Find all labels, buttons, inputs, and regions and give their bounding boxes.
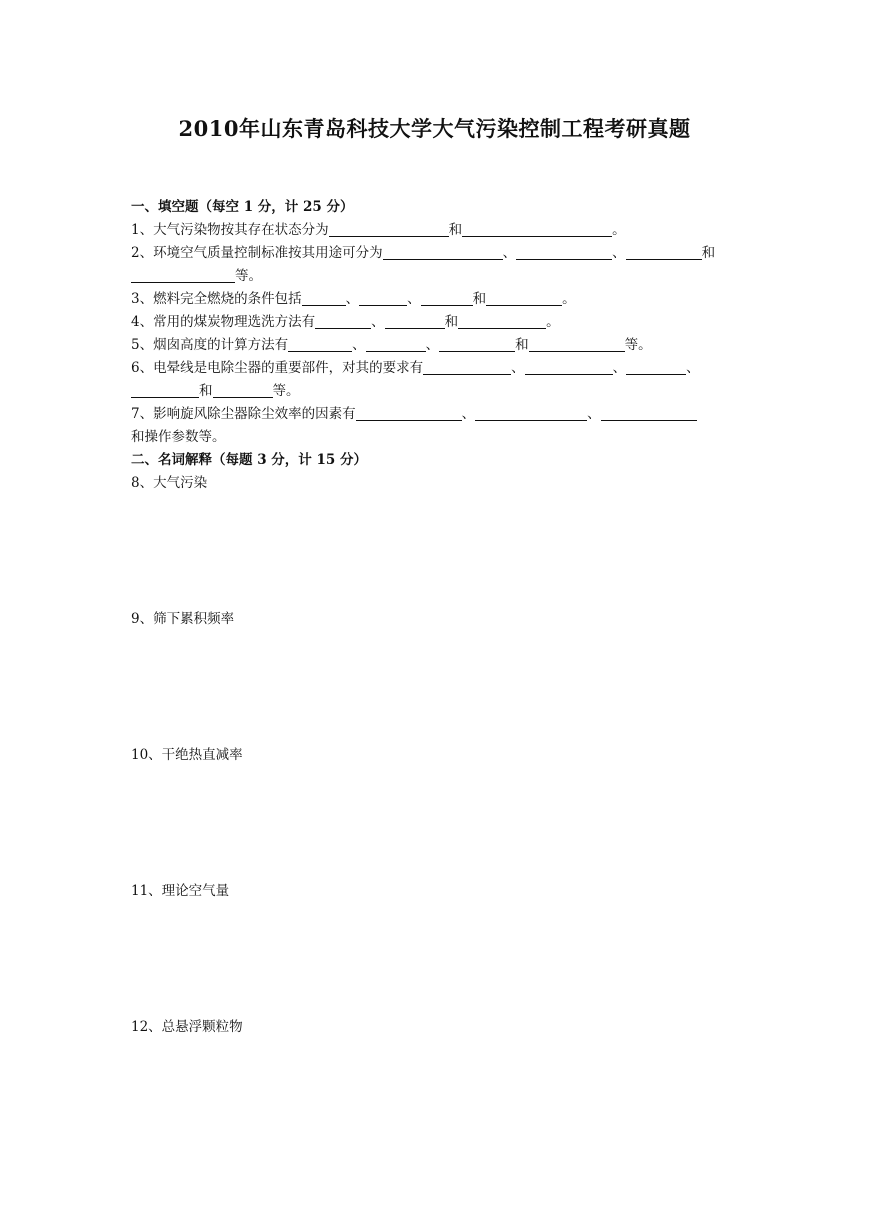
answer-blank[interactable] xyxy=(462,221,612,237)
q5-text-c: 、 xyxy=(425,337,440,353)
q3-text-b: 、 xyxy=(345,291,360,307)
answer-blank[interactable] xyxy=(421,290,473,306)
q3-text-e: 。 xyxy=(562,291,576,307)
q6-text-d: 、 xyxy=(686,360,700,376)
answer-blank[interactable] xyxy=(288,336,352,352)
q6-text-e: 和 xyxy=(199,383,213,399)
answer-blank[interactable] xyxy=(366,336,426,352)
term-item: 11、理论空气量 xyxy=(131,883,230,899)
answer-blank[interactable] xyxy=(626,244,702,260)
answer-blank[interactable] xyxy=(302,290,346,306)
q4-text-b: 、 xyxy=(371,314,385,330)
q4-text-a: 4、常用的煤炭物理选洗方法有 xyxy=(131,314,316,330)
q6-text-b: 、 xyxy=(511,360,525,376)
q1-text-c: 。 xyxy=(612,222,626,238)
answer-blank[interactable] xyxy=(329,221,449,237)
q2-text-a: 2、环境空气质量控制标准按其用途可分为 xyxy=(131,245,383,261)
term-item: 8、大气污染 xyxy=(131,475,208,491)
question-4 xyxy=(131,311,741,334)
q5-text-e: 等。 xyxy=(624,337,652,353)
question-6 xyxy=(131,357,741,403)
answer-blank[interactable] xyxy=(475,405,587,421)
q2-text-e: 等。 xyxy=(235,268,262,284)
fill-in-section xyxy=(131,196,741,495)
answer-blank[interactable] xyxy=(626,359,686,375)
answer-blank[interactable] xyxy=(439,336,515,352)
section-2-heading: 二、名词解释（每题 3 分，计 15 分） xyxy=(131,452,367,468)
q3-text-d: 和 xyxy=(472,291,487,307)
q7-text-d: 和操作参数等。 xyxy=(131,429,226,445)
q5-text-d: 和 xyxy=(515,337,529,353)
q3-text-c: 、 xyxy=(407,291,421,307)
answer-blank[interactable] xyxy=(458,313,546,329)
page-title: 2010年山东青岛科技大学大气污染控制工程考研真题 xyxy=(178,116,691,141)
q6-text-a: 6、电晕线是电除尘器的重要部件，对其的要求有 xyxy=(131,360,424,376)
question-7 xyxy=(131,403,741,449)
q5-text-a: 5、烟囱高度的计算方法有 xyxy=(131,337,289,353)
q2-text-b: 、 xyxy=(502,245,517,261)
q2-text-c: 、 xyxy=(612,245,626,261)
answer-blank[interactable] xyxy=(315,313,371,329)
question-1 xyxy=(131,219,741,242)
q5-text-b: 、 xyxy=(352,337,366,353)
q2-text-d: 和 xyxy=(701,245,716,261)
question-3 xyxy=(131,288,741,311)
answer-blank[interactable] xyxy=(516,244,612,260)
answer-blank[interactable] xyxy=(131,382,199,398)
q6-text-c: 、 xyxy=(612,360,627,376)
answer-blank[interactable] xyxy=(486,290,562,306)
term-item: 12、总悬浮颗粒物 xyxy=(131,1019,243,1035)
answer-blank[interactable] xyxy=(385,313,445,329)
answer-blank[interactable] xyxy=(423,359,511,375)
q7-text-a: 7、影响旋风除尘器除尘效率的因素有 xyxy=(131,406,356,422)
answer-blank[interactable] xyxy=(383,244,503,260)
q4-text-c: 和 xyxy=(444,314,459,330)
q1-text-b: 和 xyxy=(448,222,463,238)
answer-blank[interactable] xyxy=(359,290,407,306)
q7-text-c: 、 xyxy=(587,406,601,422)
answer-blank[interactable] xyxy=(601,405,697,421)
q1-text-a: 1、大气污染物按其存在状态分为 xyxy=(131,222,329,238)
answer-blank[interactable] xyxy=(525,359,613,375)
q6-text-f: 等。 xyxy=(272,383,300,399)
answer-blank[interactable] xyxy=(131,267,235,283)
question-2 xyxy=(131,242,741,288)
answer-blank[interactable] xyxy=(529,336,625,352)
answer-blank[interactable] xyxy=(213,382,273,398)
q4-text-d: 。 xyxy=(546,314,560,330)
term-item: 10、干绝热直减率 xyxy=(131,747,243,763)
section-1-heading: 一、填空题（每空 1 分，计 25 分） xyxy=(131,199,354,215)
answer-blank[interactable] xyxy=(356,405,462,421)
q3-text-a: 3、燃料完全燃烧的条件包括 xyxy=(131,291,302,307)
term-item: 9、筛下累积频率 xyxy=(131,611,235,627)
question-5 xyxy=(131,334,741,357)
q7-text-b: 、 xyxy=(461,406,476,422)
